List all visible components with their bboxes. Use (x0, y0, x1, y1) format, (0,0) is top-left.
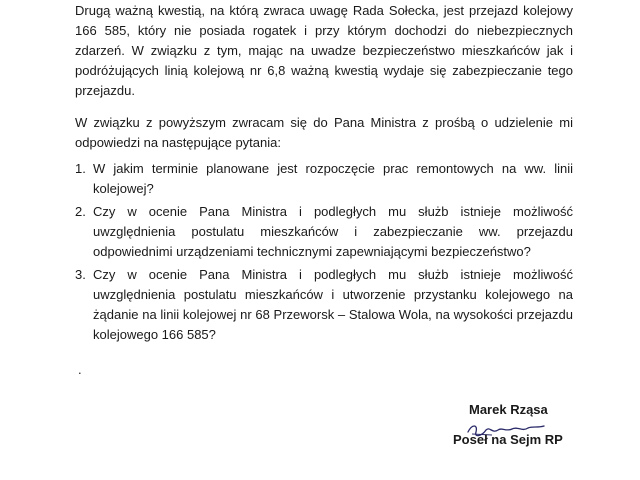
trailing-mark: . (78, 362, 82, 377)
question-item (75, 202, 573, 262)
question-text: Czy w ocenie Pana Ministra i podległych mu służb istnieje możliwość uwzględnienia postulatu mieszkańców i zabezpieczanie ww. przejazdu odpowiednimi urządzeniami technicznymi zapewniającymi bezpieczeństwo? (93, 204, 573, 259)
question-number: 2. (75, 204, 86, 219)
question-number: 1. (75, 161, 86, 176)
question-item (75, 265, 573, 345)
paragraph-railway-crossing: Drugą ważną kwestią, na którą zwraca uwagę Rada Sołecka, jest przejazd kolejowy 166 585, który nie posiada rogatek i przy którym dochodzi do niebezpiecznych zdarzeń. W związku z tym, mając na uwadze bezpieczeństwo mieszkańców jak i podróżujących linią kolejową nr 6,8 ważną kwestią wydaje się zabezpieczanie tego przejazdu. (75, 3, 573, 98)
paragraph-request: W związku z powyższym zwracam się do Pana Ministra z prośbą o udzielenie mi odpowiedzi na następujące pytania: (75, 115, 573, 150)
question-number: 3. (75, 267, 86, 282)
signatory-title: Poseł na Sejm RP (453, 432, 563, 447)
question-item (75, 159, 573, 199)
question-text: W jakim terminie planowane jest rozpoczęcie prac remontowych na ww. linii kolejowej? (93, 161, 573, 196)
signatory-name: Marek Rząsa (469, 402, 548, 417)
questions-list (75, 159, 573, 348)
question-text: Czy w ocenie Pana Ministra i podległych mu służb istnieje możliwość uwzględnienia postulatu mieszkańców i utworzenie przystanku kolejowego na żądanie na linii kolejowej nr 68 Przeworsk – Stalowa Wola, na wysokości przejazdu kolejowego 166 585? (93, 267, 573, 342)
